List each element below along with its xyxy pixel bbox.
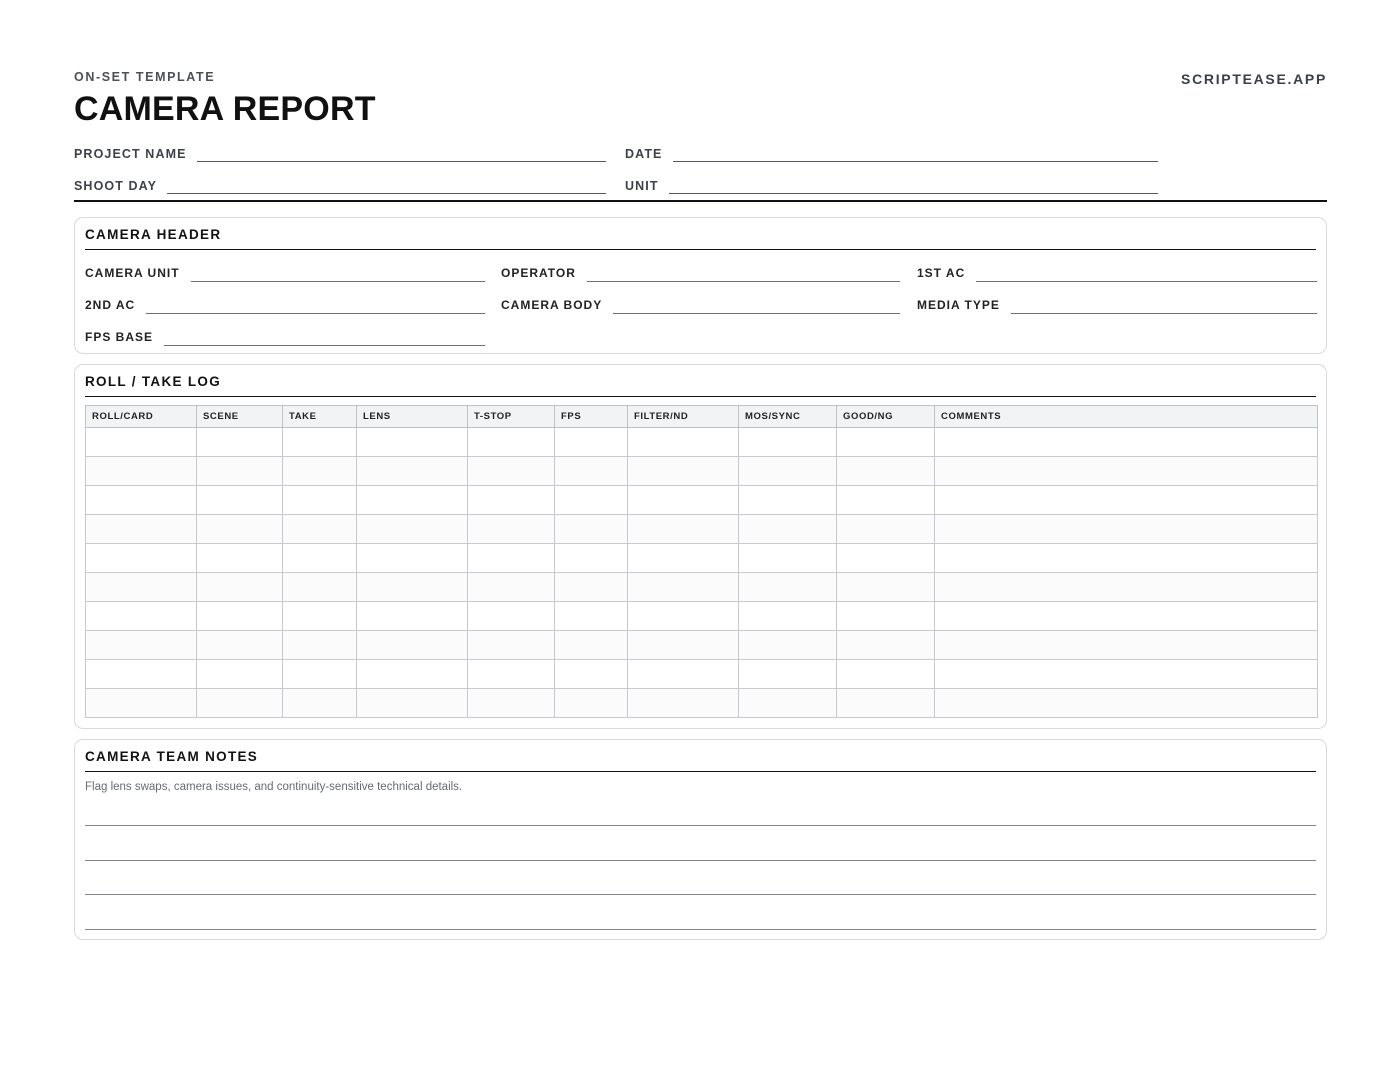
project-name-label: PROJECT NAME: [74, 147, 187, 161]
table-cell[interactable]: [468, 689, 555, 718]
table-cell[interactable]: [555, 660, 628, 689]
project-name-line[interactable]: [197, 148, 606, 162]
table-cell[interactable]: [837, 689, 935, 718]
table-cell[interactable]: [86, 428, 197, 457]
table-cell[interactable]: [628, 544, 739, 573]
table-cell[interactable]: [555, 428, 628, 457]
camera-header-card: [74, 217, 1327, 354]
table-cell[interactable]: [468, 544, 555, 573]
table-row: [86, 689, 1318, 718]
table-cell[interactable]: [739, 573, 837, 602]
table-row: [86, 428, 1318, 457]
date-line[interactable]: [673, 148, 1159, 162]
table-cell[interactable]: [935, 631, 1318, 660]
roll-take-log-card: [74, 364, 1327, 729]
table-cell[interactable]: [837, 631, 935, 660]
table-cell[interactable]: [357, 515, 468, 544]
meta-row-2: [74, 174, 1158, 194]
table-cell[interactable]: [197, 689, 283, 718]
table-row: [86, 515, 1318, 544]
shoot-day-label: SHOOT DAY: [74, 179, 158, 193]
first-ac-label: 1ST AC: [917, 266, 966, 280]
col-take: TAKE: [283, 406, 357, 428]
operator-field[interactable]: [501, 264, 900, 282]
date-label: DATE: [625, 147, 663, 161]
shoot-day-field[interactable]: [74, 174, 606, 194]
table-cell[interactable]: [86, 457, 197, 486]
table-cell[interactable]: [86, 486, 197, 515]
notes-hint: Flag lens swaps, camera issues, and continuity-sensitive technical details.: [85, 781, 463, 793]
table-cell[interactable]: [86, 602, 197, 631]
table-row: [86, 457, 1318, 486]
table-cell[interactable]: [555, 573, 628, 602]
roll-take-log-table: [85, 405, 1318, 718]
notes-line[interactable]: [85, 825, 1316, 826]
table-cell[interactable]: [935, 602, 1318, 631]
table-row: [86, 544, 1318, 573]
camera-header-title: CAMERA HEADER: [85, 227, 222, 242]
table-cell[interactable]: [197, 515, 283, 544]
col-comments: COMMENTS: [935, 406, 1318, 428]
table-cell[interactable]: [468, 428, 555, 457]
table-cell[interactable]: [283, 457, 357, 486]
table-cell[interactable]: [739, 660, 837, 689]
table-cell[interactable]: [935, 689, 1318, 718]
table-cell[interactable]: [197, 457, 283, 486]
table-cell[interactable]: [837, 428, 935, 457]
table-cell[interactable]: [468, 457, 555, 486]
col-roll-card: ROLL/CARD: [86, 406, 197, 428]
table-row: [86, 573, 1318, 602]
second-ac-line[interactable]: [146, 302, 485, 314]
unit-line[interactable]: [669, 180, 1158, 194]
camera-body-line[interactable]: [613, 302, 900, 314]
table-cell[interactable]: [283, 689, 357, 718]
table-cell[interactable]: [739, 602, 837, 631]
table-cell[interactable]: [357, 544, 468, 573]
second-ac-label: 2ND AC: [85, 298, 136, 312]
table-cell[interactable]: [628, 602, 739, 631]
table-cell[interactable]: [628, 486, 739, 515]
table-cell[interactable]: [86, 631, 197, 660]
second-ac-field[interactable]: [85, 296, 485, 314]
table-cell[interactable]: [86, 689, 197, 718]
camera-team-notes-rule: [85, 771, 1316, 772]
camera-body-field[interactable]: [501, 296, 900, 314]
camera-body-label: CAMERA BODY: [501, 298, 603, 312]
log-body: [86, 428, 1318, 718]
table-cell[interactable]: [739, 486, 837, 515]
table-cell[interactable]: [935, 515, 1318, 544]
table-cell[interactable]: [468, 602, 555, 631]
table-cell[interactable]: [283, 515, 357, 544]
table-row: [86, 631, 1318, 660]
table-cell[interactable]: [555, 689, 628, 718]
table-cell[interactable]: [283, 602, 357, 631]
table-cell[interactable]: [357, 660, 468, 689]
camera-unit-field[interactable]: [85, 264, 485, 282]
table-cell[interactable]: [739, 457, 837, 486]
table-cell[interactable]: [739, 689, 837, 718]
table-cell[interactable]: [468, 573, 555, 602]
date-field[interactable]: [625, 142, 1158, 162]
table-cell[interactable]: [555, 457, 628, 486]
table-cell[interactable]: [555, 631, 628, 660]
table-cell[interactable]: [739, 428, 837, 457]
table-cell[interactable]: [739, 515, 837, 544]
table-cell[interactable]: [283, 631, 357, 660]
table-cell[interactable]: [555, 544, 628, 573]
table-cell[interactable]: [357, 602, 468, 631]
table-cell[interactable]: [837, 515, 935, 544]
table-cell[interactable]: [197, 602, 283, 631]
operator-label: OPERATOR: [501, 266, 576, 280]
col-scene: SCENE: [197, 406, 283, 428]
table-cell[interactable]: [837, 457, 935, 486]
col-fps: FPS: [555, 406, 628, 428]
table-cell[interactable]: [283, 660, 357, 689]
first-ac-line[interactable]: [976, 270, 1317, 282]
table-cell[interactable]: [837, 602, 935, 631]
table-cell[interactable]: [197, 631, 283, 660]
shoot-day-line[interactable]: [167, 180, 606, 194]
table-row: [86, 486, 1318, 515]
camera-team-notes-card: [74, 739, 1327, 940]
table-cell[interactable]: [86, 515, 197, 544]
col-lens: LENS: [357, 406, 468, 428]
table-cell[interactable]: [739, 544, 837, 573]
camera-unit-label: CAMERA UNIT: [85, 266, 180, 280]
table-cell[interactable]: [197, 660, 283, 689]
table-cell[interactable]: [935, 486, 1318, 515]
table-cell[interactable]: [357, 457, 468, 486]
table-row: [86, 602, 1318, 631]
table-cell[interactable]: [357, 573, 468, 602]
operator-line[interactable]: [587, 270, 900, 282]
table-cell[interactable]: [283, 486, 357, 515]
table-cell[interactable]: [837, 486, 935, 515]
notes-line[interactable]: [85, 894, 1316, 895]
table-cell[interactable]: [468, 631, 555, 660]
media-type-line[interactable]: [1011, 302, 1317, 314]
table-cell[interactable]: [357, 428, 468, 457]
table-cell[interactable]: [935, 544, 1318, 573]
table-cell[interactable]: [357, 631, 468, 660]
table-cell[interactable]: [468, 486, 555, 515]
first-ac-field[interactable]: [917, 264, 1317, 282]
table-cell[interactable]: [628, 428, 739, 457]
header-divider: [74, 200, 1327, 202]
unit-label: UNIT: [625, 179, 659, 193]
table-cell[interactable]: [197, 573, 283, 602]
table-cell[interactable]: [357, 689, 468, 718]
table-cell[interactable]: [555, 486, 628, 515]
table-cell[interactable]: [935, 573, 1318, 602]
table-row: [86, 660, 1318, 689]
notes-line[interactable]: [85, 929, 1316, 930]
camera-team-notes-title: CAMERA TEAM NOTES: [85, 749, 259, 764]
table-cell[interactable]: [935, 660, 1318, 689]
log-header-row: [86, 406, 1318, 428]
col-t-stop: T-STOP: [468, 406, 555, 428]
table-cell[interactable]: [628, 689, 739, 718]
table-cell[interactable]: [628, 515, 739, 544]
table-cell[interactable]: [555, 515, 628, 544]
fps-base-label: FPS BASE: [85, 330, 154, 344]
col-filter-nd: FILTER/ND: [628, 406, 739, 428]
table-cell[interactable]: [468, 660, 555, 689]
table-cell[interactable]: [628, 660, 739, 689]
project-name-field[interactable]: [74, 142, 606, 162]
table-cell[interactable]: [197, 544, 283, 573]
table-cell[interactable]: [86, 573, 197, 602]
fps-base-line[interactable]: [164, 334, 485, 346]
col-good-ng: GOOD/NG: [837, 406, 935, 428]
table-cell[interactable]: [283, 573, 357, 602]
table-cell[interactable]: [283, 428, 357, 457]
unit-field[interactable]: [625, 174, 1158, 194]
table-cell[interactable]: [628, 573, 739, 602]
roll-take-log-rule: [85, 396, 1316, 397]
template-eyebrow: ON-SET TEMPLATE: [74, 70, 216, 84]
fps-base-field[interactable]: [85, 328, 485, 346]
table-cell[interactable]: [283, 544, 357, 573]
table-cell[interactable]: [86, 544, 197, 573]
table-cell[interactable]: [555, 602, 628, 631]
brand-link[interactable]: SCRIPTEASE.APP: [1181, 71, 1327, 87]
meta-row-1: [74, 142, 1158, 162]
table-cell[interactable]: [739, 631, 837, 660]
table-cell[interactable]: [628, 457, 739, 486]
camera-header-rule: [85, 249, 1316, 250]
table-cell[interactable]: [935, 457, 1318, 486]
camera-unit-line[interactable]: [191, 270, 485, 282]
col-mos-sync: MOS/SYNC: [739, 406, 837, 428]
notes-line[interactable]: [85, 860, 1316, 861]
page-title: CAMERA REPORT: [74, 90, 376, 128]
table-cell[interactable]: [628, 631, 739, 660]
media-type-label: MEDIA TYPE: [917, 298, 1000, 312]
table-cell[interactable]: [837, 573, 935, 602]
table-cell[interactable]: [86, 660, 197, 689]
table-cell[interactable]: [935, 428, 1318, 457]
table-cell[interactable]: [837, 660, 935, 689]
table-cell[interactable]: [837, 544, 935, 573]
roll-take-log-title: ROLL / TAKE LOG: [85, 374, 221, 389]
table-cell[interactable]: [197, 428, 283, 457]
table-cell[interactable]: [468, 515, 555, 544]
table-cell[interactable]: [357, 486, 468, 515]
media-type-field[interactable]: [917, 296, 1317, 314]
table-cell[interactable]: [197, 486, 283, 515]
